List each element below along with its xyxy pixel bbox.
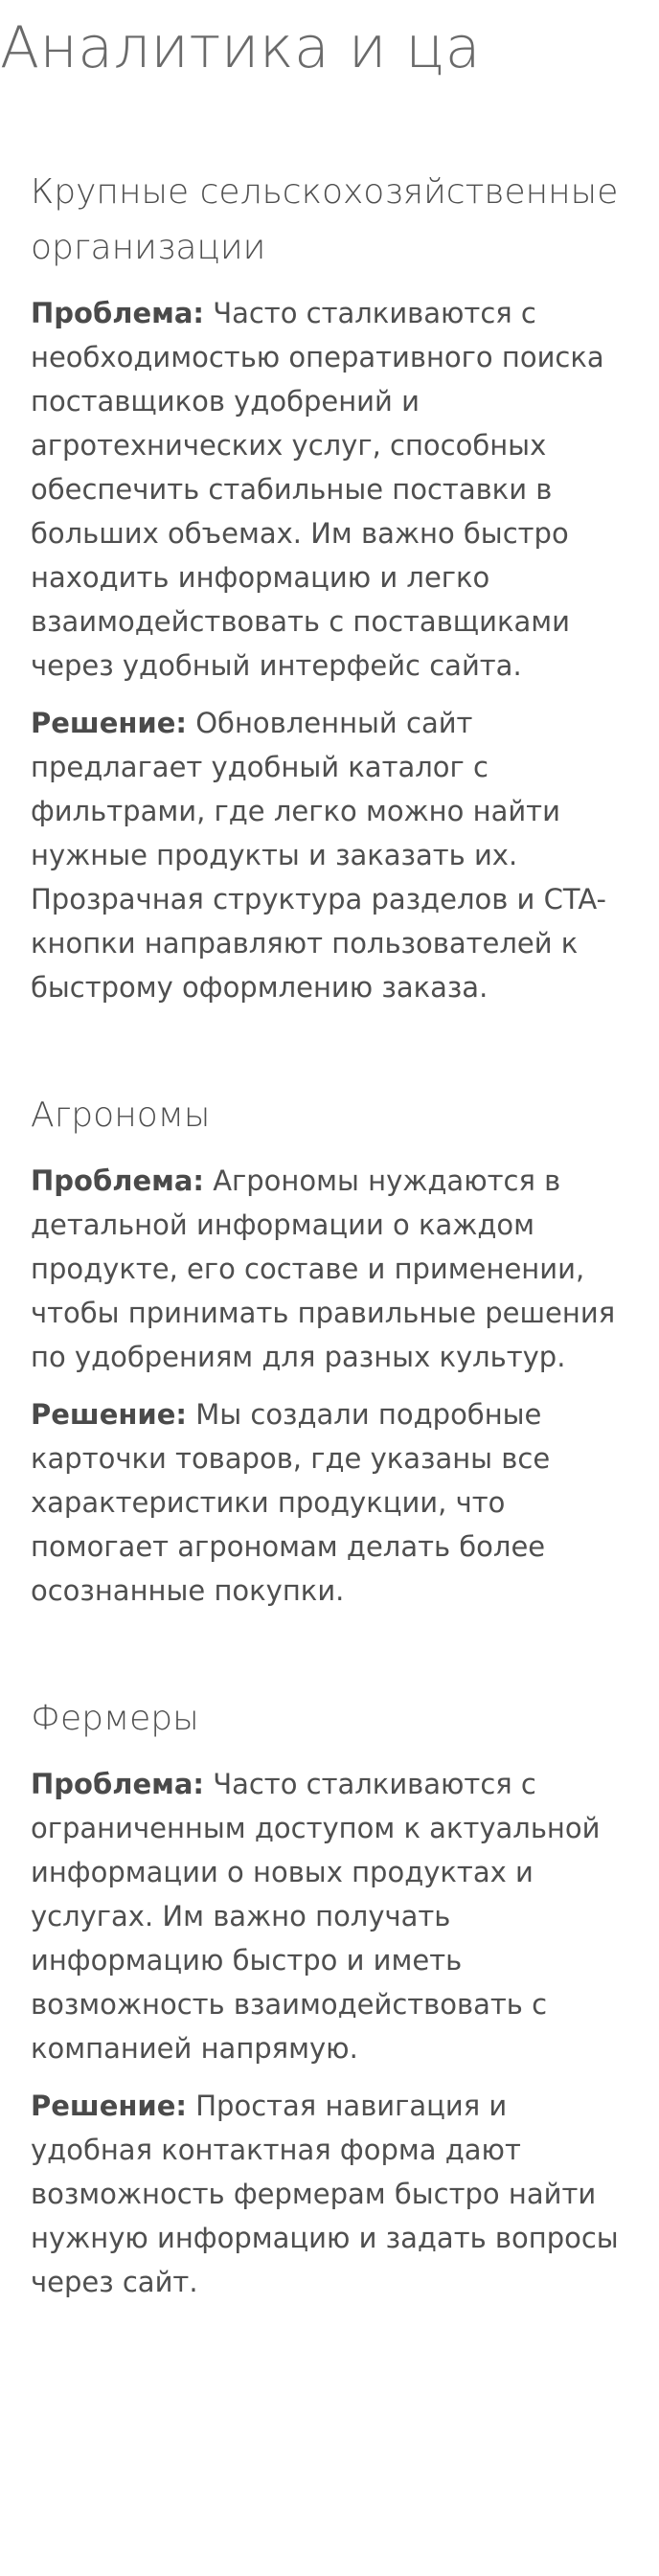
solution-text: Простая навигация и удобная контактная форма дают возможность фермерам быстро найти нужную информацию и задать вопросы через сайт.	[31, 2090, 619, 2298]
problem-label: Проблема:	[31, 1768, 204, 1800]
solution-paragraph	[31, 701, 634, 1009]
problem-text: Часто сталкиваются с ограниченным доступом к актуальной информации о новых продуктах и услугах. Им важно получать информацию быстро и иметь возможность взаимодействовать с компанией напрямую.	[31, 1768, 601, 2065]
solution-text: Мы создали подробные карточки товаров, где указаны все характеристики продукции, что помогает агрономам делать более осознанные покупки.	[31, 1398, 551, 1607]
solution-label: Решение:	[31, 707, 188, 739]
solution-paragraph	[31, 1392, 634, 1613]
segment-agronomists	[31, 1088, 634, 1613]
segment-title: Крупные сельскохозяйственные организации	[31, 172, 619, 267]
segment-large-agro-organizations	[31, 165, 634, 1009]
problem-paragraph	[31, 1762, 634, 2070]
segment-title: Фермеры	[31, 1699, 199, 1738]
segment-title: Агрономы	[31, 1096, 211, 1135]
solution-text: Обновленный сайт предлагает удобный каталог с фильтрами, где легко можно найти нужные продукты и заказать их. Прозрачная структура разделов и CTA-кнопки направляют пользователей к быстрому оформлению заказа.	[31, 707, 606, 1004]
problem-paragraph	[31, 291, 634, 688]
audience-analysis-section	[31, 165, 634, 2317]
problem-paragraph	[31, 1159, 634, 1379]
problem-text: Часто сталкиваются с необходимостью оперативного поиска поставщиков удобрений и агротехнических услуг, способных обеспечить стабильные поставки в больших объемах. Им важно быстро находить информацию и легко взаимодействовать с поставщиками через удобный интерфейс сайта.	[31, 297, 604, 682]
solution-paragraph	[31, 2084, 634, 2304]
solution-label: Решение:	[31, 2090, 188, 2122]
problem-text: Агрономы нуждаются в детальной информации о каждом продукте, его составе и применении, чтобы принимать правильные решения по удобрениям для разных культур.	[31, 1164, 616, 1373]
problem-label: Проблема:	[31, 1164, 204, 1197]
segment-farmers	[31, 1691, 634, 2304]
problem-label: Проблема:	[31, 297, 204, 329]
page-title: Аналитика и ца	[0, 14, 482, 81]
solution-label: Решение:	[31, 1398, 188, 1431]
